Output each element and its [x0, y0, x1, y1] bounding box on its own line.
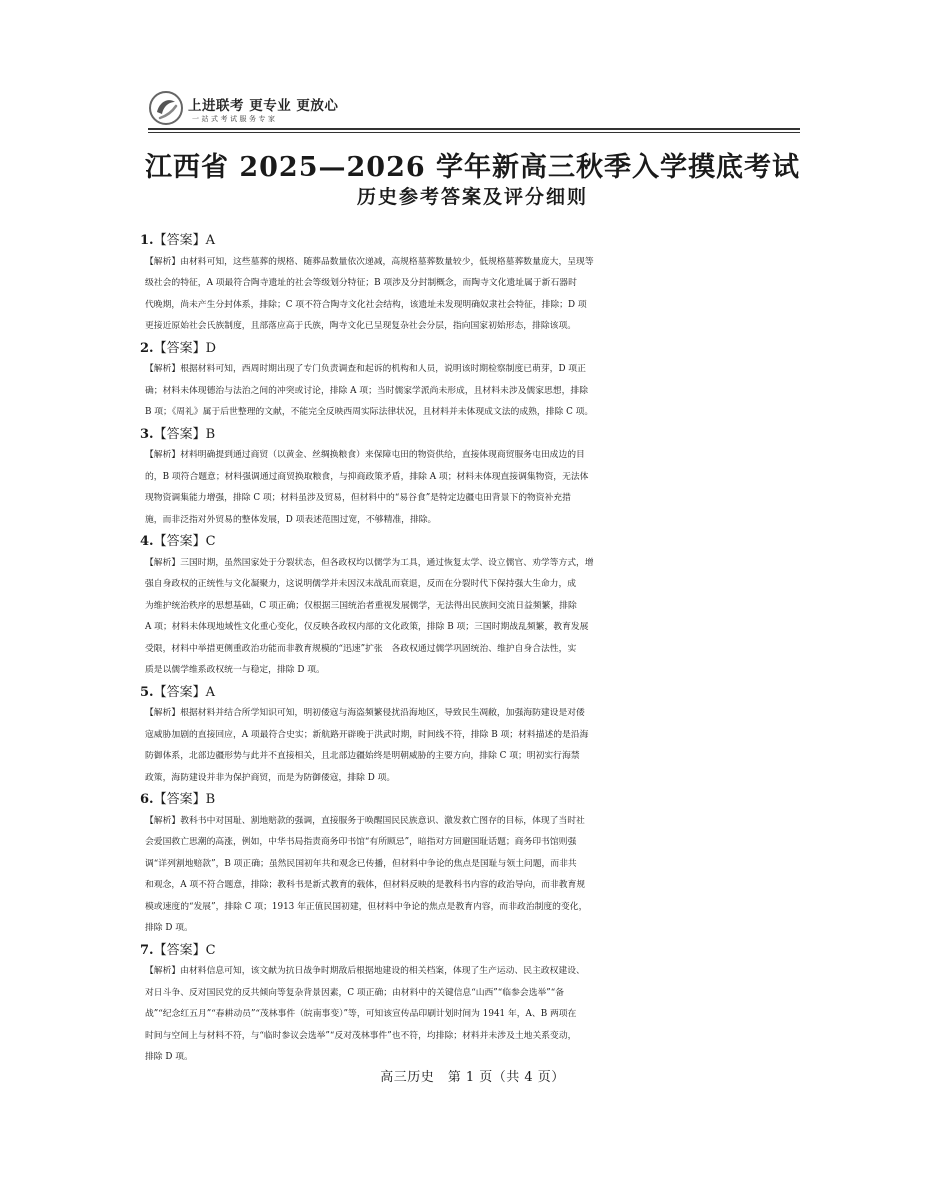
explanation-line: 调“详列割地赔款”，B 项正确；虽然民国初年共和观念已传播，但材料中争论的焦点是国耻与领土问题，而非共	[145, 858, 577, 869]
answer-line	[140, 531, 805, 553]
answer-key: 【答案】B	[153, 792, 216, 807]
explanation-line: 排除 D 项。	[145, 1052, 193, 1062]
answer-line	[140, 789, 805, 811]
explanation-line: 【解析】由材料可知，这些墓葬的规格、随葬品数量依次递减，高规格墓葬数量较少，低规格墓葬数量庞大，呈现等	[145, 256, 594, 267]
answer-line	[140, 424, 805, 446]
question-number: 4.	[140, 534, 154, 549]
explanation-line: 【解析】教科书中对国耻、割地赔款的强调，直接服务于唤醒国民民族意识、激发救亡图存的目标，体现了当时社	[145, 815, 585, 826]
explanation-line: 和观念，A 项不符合题意，排除；教科书是新式教育的载体，但材料反映的是教科书内容的政治导向，而非教育规	[145, 880, 586, 890]
question-item	[140, 940, 805, 1069]
answer-key: 【答案】A	[153, 233, 215, 248]
explanation-line: 【解析】根据材料并结合所学知识可知，明初倭寇与海盗频繁侵扰沿海地区，导致民生凋敝，加强海防建设是对倭	[145, 708, 585, 718]
header-divider	[148, 128, 800, 130]
answer-line	[140, 940, 805, 962]
explanation-line: B 项；《周礼》属于后世整理的文献，不能完全反映西周实际法律状况，且材料并未体现成文法的成熟，排除 C 项。	[145, 407, 594, 417]
answer-line	[140, 682, 805, 704]
explanation-line: 更接近原始社会氏族制度，且部落应高于氏族，陶寺文化已呈现复杂社会分层，指向国家初始形态，排除该项。	[145, 321, 577, 331]
answer-key: 【答案】C	[153, 534, 216, 549]
explanation-line: 【解析】材料明确提到通过商贸（以黄金、丝绸换粮食）来保障屯田的物资供给，直接体现商贸服务屯田成边的目	[145, 450, 585, 460]
answer-key: 【答案】D	[153, 340, 217, 356]
explanation-line: 【解析】由材料信息可知，该文献为抗日战争时期敌后根据地建设的相关档案，体现了生产运动、民主政权建设、	[145, 966, 585, 976]
question-item	[140, 230, 805, 338]
brand-name: 上进联考 更专业 更放心	[188, 98, 339, 114]
explanation-line: 的，B 项符合题意；材料强调通过商贸换取粮食，与抑商政策矛盾，排除 A 项；材料未体现直接调集物资，无法体	[145, 471, 589, 482]
explanation-line: 为维护统治秩序的思想基础，C 项正确；仅根据三国统治者重视发展儒学，无法得出民族间交流日益频繁，排除	[145, 600, 577, 611]
exam-subtitle: 历史参考答案及评分细则	[356, 186, 588, 208]
explanation-line: 防御体系，北部边疆形势与此并不直接相关，且北部边疆始终是明朝威胁的主要方向，排除 C 项；明初实行海禁	[145, 751, 580, 761]
brand-tagline: 一站式考试服务专家	[192, 115, 278, 123]
explanation-line: 寇威胁加剧的直接回应，A 项最符合史实；新航路开辟晚于洪武时期，时间线不符，排除 B 项；材料描述的是沿海	[145, 729, 589, 740]
explanation-line: 强自身政权的正统性与文化凝聚力，这说明儒学并未因汉末战乱而衰退，反而在分裂时代下保持强大生命力，成	[145, 579, 577, 589]
explanation-line: 模或速度的“发展”，排除 C 项；1913 年正值民国初建，但材料中争论的焦点是教育内容，而非政治制度的变化，	[145, 901, 588, 912]
question-item	[140, 682, 805, 790]
question-number: 1.	[140, 233, 154, 248]
explanation-line: 【解析】三国时期，虽然国家处于分裂状态，但各政权均以儒学为工具，通过恢复太学、设立儒官、劝学等方式，增	[145, 557, 594, 568]
explanation-line: 质是以儒学维系政权统一与稳定，排除 D 项。	[145, 665, 325, 675]
question-item	[140, 424, 805, 532]
explanation-line: 会爱国救亡思潮的高涨，例如，中华书局指责商务印书馆“有所顾忌”，暗指对方回避国耻话题；商务印书馆则强	[145, 837, 577, 847]
explanation-line: 级社会的特征，A 项最符合陶寺遗址的社会等级划分特征；B 项涉及分封制概念，而陶寺文化遗址属于新石器时	[145, 278, 577, 288]
answer-line	[140, 230, 805, 252]
question-number: 2.	[140, 340, 154, 356]
explanation-line: A 项；材料未体现地域性文化重心变化，仅反映各政权内部的文化政策，排除 B 项；三国时期战乱频繁，教育发展	[145, 622, 589, 632]
question-item	[140, 531, 805, 682]
explanation-line: 时间与空间上与材料不符，与“临时参议会选举”“反对茂林事件”也不符，均排除；材料并未涉及土地关系变动，	[145, 1030, 577, 1041]
explanation-line: 排除 D 项。	[145, 923, 193, 933]
answer-key: 【答案】A	[153, 684, 215, 700]
explanation-line: 【解析】根据材料可知，西周时期出现了专门负责调查和起诉的机构和人员，说明该时期检察制度已萌芽，D 项正	[145, 364, 586, 374]
explanation-line: 战”“纪念红五月”“春耕动员”“茂林事件（皖南事变）”等，可知该宣传品印刷计划时间为 1941 年，A、B 两项在	[145, 1009, 577, 1019]
answer-line	[140, 338, 805, 360]
page-footer: 高三历史 第 1 页（共 4 页）	[380, 1070, 565, 1085]
explanation-line: 现物资调集能力增强，排除 C 项；材料虽涉及贸易，但材料中的“易谷食”是特定边疆屯田背景下的物资补充措	[145, 493, 571, 503]
explanation-line: 代晚期，尚未产生分封体系，排除；C 项不符合陶寺文化社会结构，该遗址未发现明确奴隶社会特征，排除；D 项	[145, 299, 587, 310]
question-number: 7.	[140, 942, 154, 958]
question-item	[140, 338, 805, 424]
answer-key: 【答案】B	[153, 426, 216, 442]
brand-logo-icon	[148, 90, 184, 126]
question-number: 6.	[140, 792, 154, 807]
explanation-line: 受限，材料中举措更侧重政治功能而非教育规模的“迅速”扩张 各政权通过儒学巩固统治、维护自身合法性，实	[145, 643, 577, 654]
question-item	[140, 789, 805, 940]
explanation-line: 政策，海防建设并非为保护商贸，而是为防御倭寇，排除 D 项。	[145, 772, 396, 783]
explanation-line: 对日斗争、反对国民党的反共倾向等复杂背景因素，C 项正确；由材料中的关键信息“山西”“临参会选举”“备	[145, 987, 565, 998]
question-number: 3.	[140, 426, 154, 442]
question-number: 5.	[140, 684, 154, 700]
header-divider-thin	[148, 132, 800, 133]
explanation-line: 确；材料未体现德治与法治之间的冲突或讨论，排除 A 项；当时儒家学派尚未形成，且材料未涉及儒家思想，排除	[145, 385, 588, 396]
brand-header	[148, 88, 800, 132]
explanation-line: 施，而非泛指对外贸易的整体发展，D 项表述范围过宽，不够精准，排除。	[145, 514, 437, 525]
answer-list	[140, 230, 805, 1069]
answer-key: 【答案】C	[153, 942, 216, 958]
exam-title: 江西省 2025—2026 学年新高三秋季入学摸底考试	[144, 152, 801, 183]
